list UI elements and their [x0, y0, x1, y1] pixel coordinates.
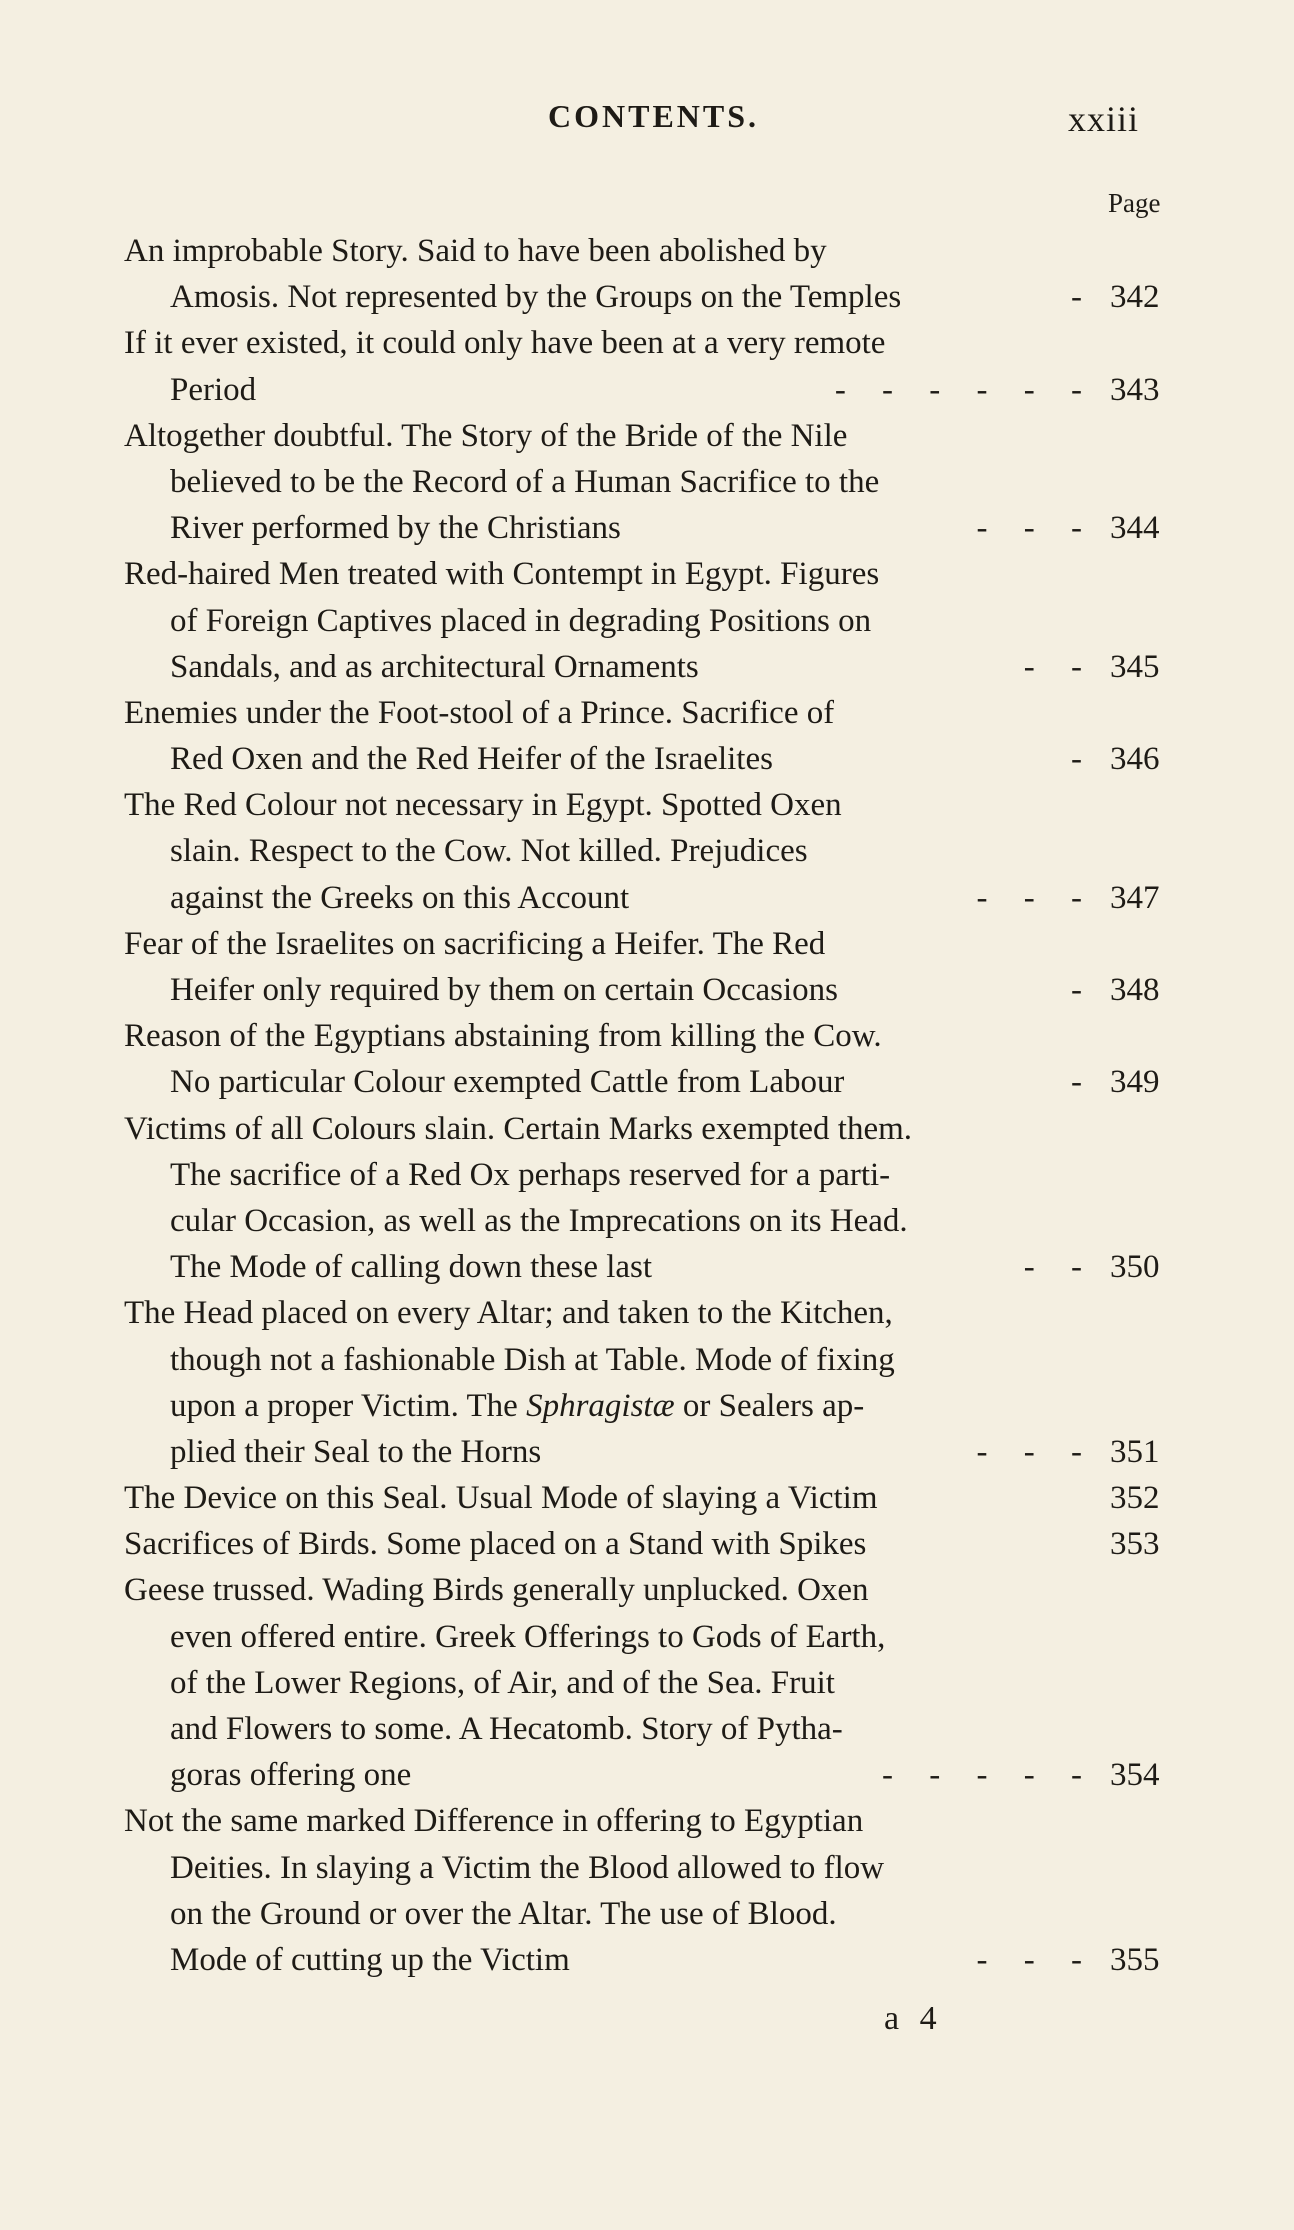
entry-text: Geese trussed. Wading Birds generally unplucked. Oxen	[124, 1572, 869, 1609]
entry-line	[124, 1614, 1174, 1660]
entry-line	[124, 228, 1174, 274]
dot-leader: - - -	[976, 1433, 1096, 1470]
entry-line	[124, 1198, 1174, 1244]
entry-text: Amosis. Not represented by the Groups on the Temples	[170, 279, 902, 316]
entry-text-after: or Sealers ap-	[674, 1387, 865, 1424]
entry-text: Period	[170, 371, 257, 408]
dot-leader: - - -	[976, 510, 1096, 547]
entry-line	[124, 1891, 1174, 1937]
contents-entry	[124, 921, 1174, 1013]
entry-text: No particular Colour exempted Cattle from Labour	[170, 1064, 845, 1101]
entry-line	[124, 1521, 1174, 1567]
entry-line	[124, 1244, 1174, 1290]
entry-page-number: 352	[1110, 1480, 1160, 1517]
entry-line	[124, 1752, 1174, 1798]
entry-line	[124, 598, 1174, 644]
entry-page-number: 342	[1110, 279, 1160, 316]
entry-page-number: 346	[1110, 741, 1160, 778]
entry-page-number: 343	[1110, 371, 1160, 408]
entry-line	[124, 274, 1174, 320]
entry-text: River performed by the Christians	[170, 510, 621, 547]
entry-text: The Head placed on every Altar; and taken to the Kitchen,	[124, 1295, 893, 1332]
entry-page-number: 349	[1110, 1064, 1160, 1101]
entry-text: slain. Respect to the Cow. Not killed. Prejudices	[170, 833, 808, 870]
entry-text: The Mode of calling down these last	[170, 1249, 653, 1286]
entry-text: against the Greeks on this Account	[170, 879, 630, 916]
entry-text: Heifer only required by them on certain Occasions	[170, 972, 839, 1008]
entry-line	[124, 1798, 1174, 1844]
entry-text: Sacrifices of Birds. Some placed on a Stand with Spikes	[124, 1526, 867, 1563]
entry-line	[124, 1152, 1174, 1198]
entry-text: Deities. In slaying a Victim the Blood allowed to flow	[170, 1849, 885, 1886]
entry-text: The Red Colour not necessary in Egypt. Spotted Oxen	[124, 787, 842, 824]
entry-page-number: 345	[1110, 648, 1160, 685]
page-column-label: Page	[1108, 188, 1161, 218]
entry-text: Red-haired Men treated with Contempt in Egypt. Figures	[124, 556, 880, 593]
entry-page-number: 344	[1110, 510, 1160, 547]
contents-entry	[124, 1290, 1174, 1475]
entry-text: Not the same marked Difference in offering to Egyptian	[124, 1803, 864, 1840]
entry-line	[124, 967, 1174, 1013]
entry-text: Enemies under the Foot-stool of a Prince. Sacrifice of	[124, 694, 835, 731]
entry-text: plied their Seal to the Horns	[170, 1433, 542, 1470]
entry-line	[124, 1429, 1174, 1475]
entry-line	[124, 1106, 1174, 1152]
entry-line	[124, 413, 1174, 459]
entry-text: Mode of cutting up the Victim	[170, 1941, 570, 1978]
dot-leader: - -	[1023, 648, 1096, 685]
entry-line	[124, 1845, 1174, 1891]
entry-page-number: 348	[1110, 972, 1160, 1008]
entry-line	[124, 921, 1174, 967]
contents-entry	[124, 1521, 1174, 1567]
contents-entry	[124, 690, 1174, 782]
contents-entry	[124, 1106, 1174, 1291]
dot-leader: -	[1071, 741, 1096, 778]
contents-entries	[124, 228, 1174, 1983]
entry-text: though not a fashionable Dish at Table. Mode of fixing	[170, 1341, 895, 1378]
entry-text: Reason of the Egyptians abstaining from killing the Cow.	[124, 1018, 882, 1055]
contents-entry	[124, 1798, 1174, 1983]
entry-text: goras offering one	[170, 1757, 412, 1794]
entry-line	[124, 1383, 1174, 1429]
entry-line	[124, 551, 1174, 597]
entry-line	[124, 875, 1174, 921]
entry-text: cular Occasion, as well as the Imprecations on its Head.	[170, 1202, 908, 1239]
entry-page-number: 350	[1110, 1249, 1160, 1286]
entry-line	[124, 1937, 1174, 1983]
dot-leader: - - -	[976, 1941, 1096, 1978]
entry-line	[124, 1475, 1174, 1521]
contents-entry	[124, 551, 1174, 690]
dot-leader: -	[1071, 1064, 1096, 1101]
entry-line	[124, 690, 1174, 736]
contents-entry	[124, 1567, 1174, 1798]
entry-page-number: 354	[1110, 1757, 1160, 1794]
entry-line	[124, 644, 1174, 690]
dot-leader: - - -	[976, 879, 1096, 916]
running-head-title: CONTENTS.	[548, 98, 760, 134]
entry-text: of the Lower Regions, of Air, and of the Sea. Fruit	[170, 1664, 835, 1701]
entry-text: and Flowers to some. A Hecatomb. Story of Pytha-	[170, 1711, 843, 1747]
entry-line	[124, 1013, 1174, 1059]
entry-line	[124, 320, 1174, 366]
entry-line	[124, 1290, 1174, 1336]
contents-entry	[124, 320, 1174, 412]
entry-text: The Device on this Seal. Usual Mode of slaying a Victim	[124, 1480, 878, 1517]
entry-line	[124, 459, 1174, 505]
running-head	[0, 98, 1294, 148]
entry-text: If it ever existed, it could only have been at a very remote	[124, 325, 886, 362]
entry-line	[124, 782, 1174, 828]
entry-text: The sacrifice of a Red Ox perhaps reserved for a parti-	[170, 1156, 891, 1193]
entry-line	[124, 1337, 1174, 1383]
roman-page-number: xxiii	[1068, 99, 1140, 139]
entry-text: Altogether doubtful. The Story of the Bride of the Nile	[124, 417, 848, 454]
entry-line	[124, 828, 1174, 874]
contents-entry	[124, 228, 1174, 320]
entry-text: Fear of the Israelites on sacrificing a Heifer. The Red	[124, 925, 826, 962]
entry-text-before: upon a proper Victim. The	[170, 1387, 527, 1424]
dot-leader: - - - - - -	[834, 371, 1096, 408]
contents-entry	[124, 413, 1174, 552]
entry-text: even offered entire. Greek Offerings to Gods of Earth,	[170, 1618, 886, 1655]
entry-text: believed to be the Record of a Human Sacrifice to the	[170, 463, 880, 500]
dot-leader: -	[1071, 972, 1096, 1008]
entry-page-number: 347	[1110, 879, 1160, 916]
contents-entry	[124, 1475, 1174, 1521]
contents-entry	[124, 782, 1174, 921]
entry-line	[124, 736, 1174, 782]
entry-line	[124, 1567, 1174, 1613]
entry-page-number: 355	[1110, 1941, 1160, 1978]
entry-text: on the Ground or over the Altar. The use of Blood.	[170, 1895, 837, 1932]
contents-entry	[124, 1013, 1174, 1105]
dot-leader: -	[1071, 279, 1096, 316]
entry-text-italic: Sphragistæ	[526, 1387, 675, 1424]
entry-line	[124, 1706, 1174, 1752]
entry-page-number: 351	[1110, 1433, 1160, 1470]
entry-line	[124, 1059, 1174, 1105]
entry-page-number: 353	[1110, 1526, 1160, 1563]
entry-line	[124, 505, 1174, 551]
dot-leader: - -	[1023, 1249, 1096, 1286]
entry-line	[124, 1660, 1174, 1706]
dot-leader: - - - - -	[882, 1757, 1096, 1794]
entry-text: Victims of all Colours slain. Certain Marks exempted them.	[124, 1110, 913, 1147]
entry-text	[170, 1383, 864, 1429]
entry-line	[124, 367, 1174, 413]
entry-text: Red Oxen and the Red Heifer of the Israelites	[170, 741, 773, 778]
entry-text: of Foreign Captives placed in degrading Positions on	[170, 602, 872, 639]
entry-text: Sandals, and as architectural Ornaments	[170, 648, 699, 685]
entry-text: An improbable Story. Said to have been abolished by	[124, 233, 827, 269]
printer-signature: a 4	[884, 2000, 943, 2037]
